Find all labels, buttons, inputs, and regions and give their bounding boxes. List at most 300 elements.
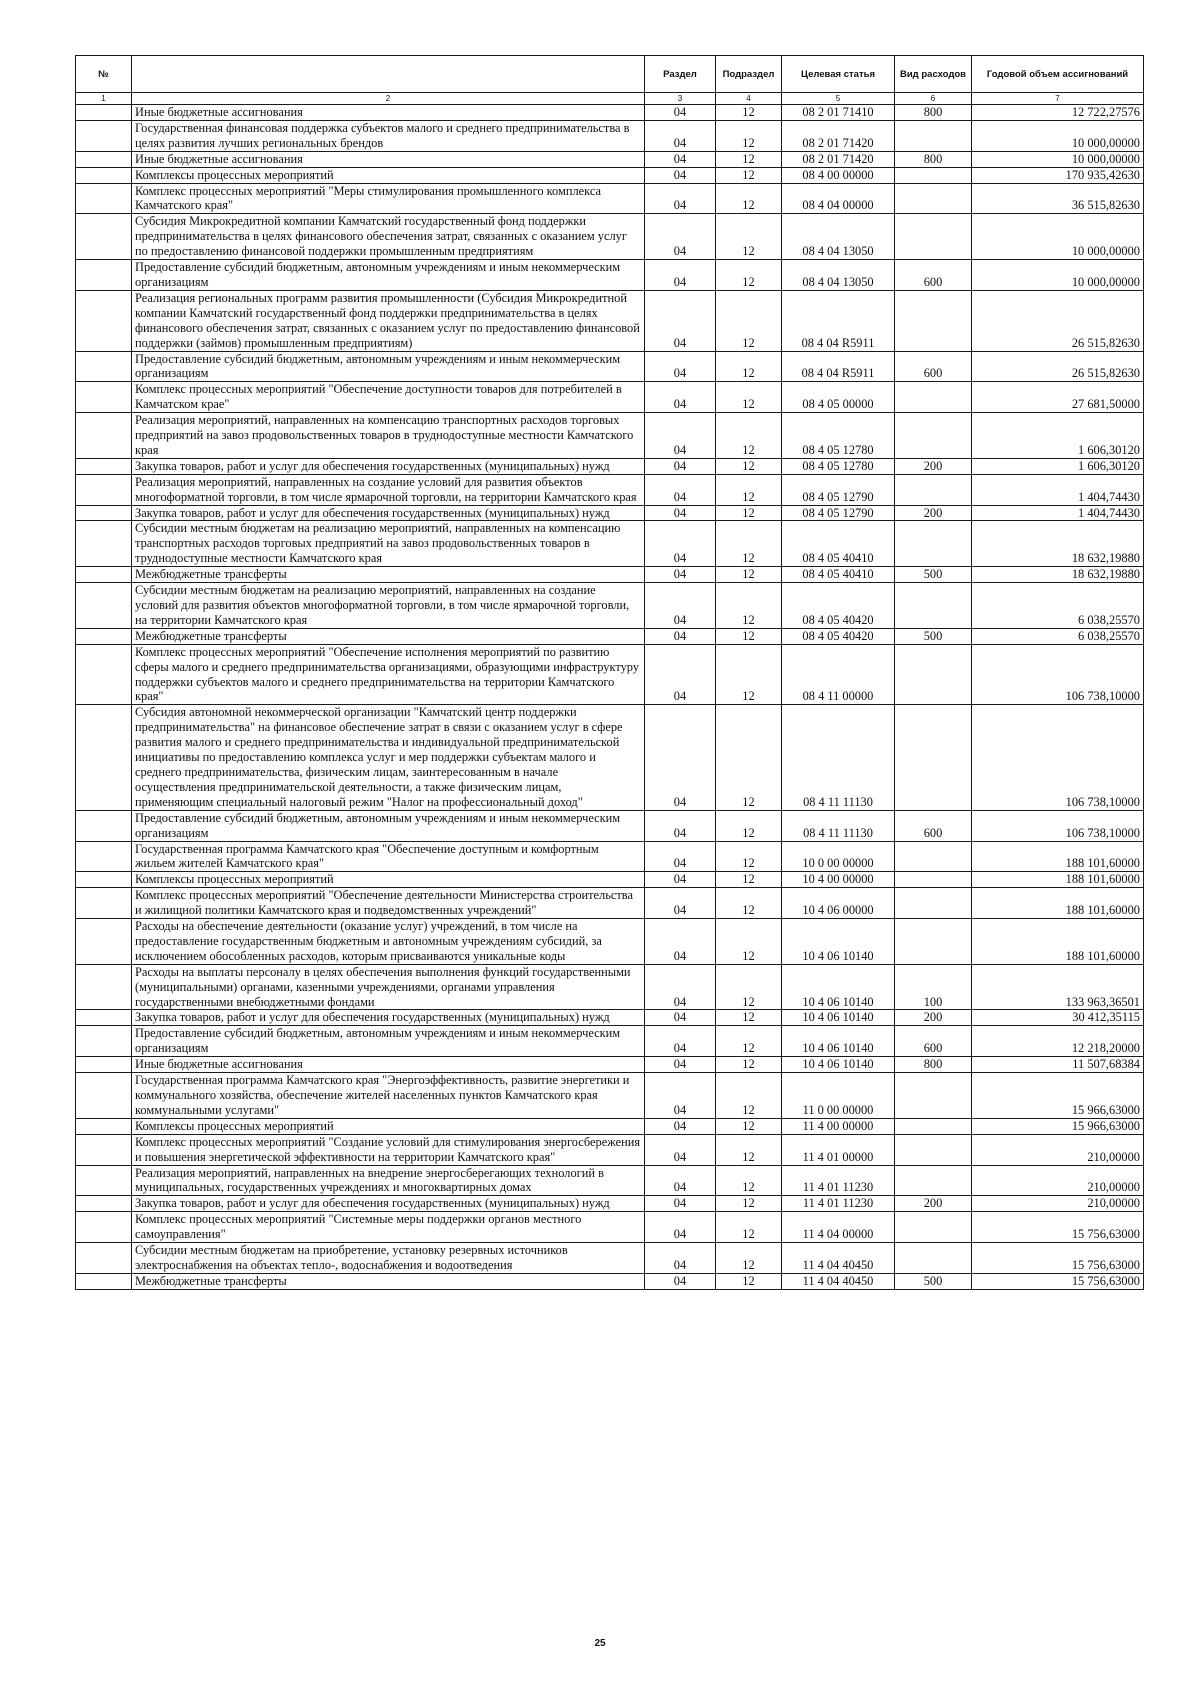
row-number-cell bbox=[76, 964, 132, 1010]
row-kind-cell bbox=[895, 214, 972, 260]
row-amount-cell: 15 756,63000 bbox=[972, 1243, 1144, 1274]
row-subsection-cell: 12 bbox=[716, 1073, 782, 1119]
row-number-cell bbox=[76, 260, 132, 291]
row-subsection-cell: 12 bbox=[716, 1057, 782, 1073]
row-subsection-cell: 12 bbox=[716, 841, 782, 872]
table-row bbox=[76, 1010, 1144, 1026]
budget-table bbox=[75, 55, 1144, 1290]
row-name-cell: Расходы на выплаты персоналу в целях обеспечения выполнения функций государственными (муниципальными) органами, казенными учреждениями, органами управления государственными внебюджетными фондами bbox=[132, 964, 645, 1010]
row-amount-cell: 12 722,27576 bbox=[972, 105, 1144, 121]
row-section-cell: 04 bbox=[645, 583, 716, 629]
row-section-cell: 04 bbox=[645, 458, 716, 474]
row-target-cell: 10 4 06 10140 bbox=[782, 964, 895, 1010]
row-kind-cell bbox=[895, 521, 972, 567]
row-number-cell bbox=[76, 644, 132, 705]
row-name-cell: Комплекс процессных мероприятий "Обеспечение деятельности Министерства строительства и жилищной политики Камчатского края и подведомственных учреждений" bbox=[132, 888, 645, 919]
table-row bbox=[76, 567, 1144, 583]
row-number-cell bbox=[76, 351, 132, 382]
row-name-cell: Иные бюджетные ассигнования bbox=[132, 105, 645, 121]
row-name-cell: Комплекс процессных мероприятий "Обеспечение исполнения мероприятий по развитию сферы малого и среднего предпринимательства организациями, образующими инфраструктуру поддержки субъектов малого и среднего предпринимательства на территории Камчатского края" bbox=[132, 644, 645, 705]
row-target-cell: 10 4 06 10140 bbox=[782, 1057, 895, 1073]
row-number-cell bbox=[76, 521, 132, 567]
row-subsection-cell: 12 bbox=[716, 964, 782, 1010]
row-kind-cell bbox=[895, 872, 972, 888]
row-number-cell bbox=[76, 474, 132, 505]
table-row bbox=[76, 382, 1144, 413]
row-section-cell: 04 bbox=[645, 872, 716, 888]
row-section-cell: 04 bbox=[645, 1134, 716, 1165]
row-amount-cell: 15 756,63000 bbox=[972, 1212, 1144, 1243]
row-section-cell: 04 bbox=[645, 1118, 716, 1134]
row-target-cell: 08 4 11 11130 bbox=[782, 810, 895, 841]
row-number-cell bbox=[76, 183, 132, 214]
row-kind-cell bbox=[895, 1073, 972, 1119]
row-name-cell: Реализация мероприятий, направленных на компенсацию транспортных расходов торговых предприятий на завоз продовольственных товаров в труднодоступные местности Камчатского края bbox=[132, 413, 645, 459]
row-number-cell bbox=[76, 105, 132, 121]
table-row bbox=[76, 105, 1144, 121]
table-row bbox=[76, 1026, 1144, 1057]
table-row bbox=[76, 705, 1144, 810]
col-header-section: Раздел bbox=[645, 56, 716, 93]
row-section-cell: 04 bbox=[645, 964, 716, 1010]
row-number-cell bbox=[76, 382, 132, 413]
column-number: 3 bbox=[645, 93, 716, 105]
row-kind-cell: 500 bbox=[895, 567, 972, 583]
row-target-cell: 08 4 11 11130 bbox=[782, 705, 895, 810]
row-kind-cell: 500 bbox=[895, 1273, 972, 1289]
row-target-cell: 08 4 04 R5911 bbox=[782, 290, 895, 351]
row-subsection-cell: 12 bbox=[716, 810, 782, 841]
row-amount-cell: 188 101,60000 bbox=[972, 888, 1144, 919]
row-target-cell: 08 4 05 40410 bbox=[782, 521, 895, 567]
row-target-cell: 10 4 06 10140 bbox=[782, 1010, 895, 1026]
table-row bbox=[76, 810, 1144, 841]
row-target-cell: 08 4 05 12790 bbox=[782, 474, 895, 505]
table-row bbox=[76, 505, 1144, 521]
table-row bbox=[76, 1073, 1144, 1119]
row-amount-cell: 10 000,00000 bbox=[972, 214, 1144, 260]
row-amount-cell: 6 038,25570 bbox=[972, 583, 1144, 629]
row-target-cell: 08 4 05 40410 bbox=[782, 567, 895, 583]
column-number: 2 bbox=[132, 93, 645, 105]
row-number-cell bbox=[76, 1165, 132, 1196]
row-number-cell bbox=[76, 705, 132, 810]
row-subsection-cell: 12 bbox=[716, 1118, 782, 1134]
row-name-cell: Закупка товаров, работ и услуг для обеспечения государственных (муниципальных) нужд bbox=[132, 458, 645, 474]
row-section-cell: 04 bbox=[645, 413, 716, 459]
row-name-cell: Субсидия Микрокредитной компании Камчатский государственный фонд поддержки предпринимательства в целях финансового обеспечения затрат, связанных с оказанием услуг по предоставлению финансовой поддержки промышленным предприятиям bbox=[132, 214, 645, 260]
col-header-name bbox=[132, 56, 645, 93]
row-subsection-cell: 12 bbox=[716, 872, 782, 888]
row-name-cell: Комплекс процессных мероприятий "Обеспечение доступности товаров для потребителей в Камчатском крае" bbox=[132, 382, 645, 413]
row-section-cell: 04 bbox=[645, 919, 716, 965]
row-name-cell: Иные бюджетные ассигнования bbox=[132, 151, 645, 167]
row-target-cell: 11 4 04 40450 bbox=[782, 1273, 895, 1289]
table-row bbox=[76, 1273, 1144, 1289]
row-number-cell bbox=[76, 458, 132, 474]
table-row bbox=[76, 841, 1144, 872]
row-amount-cell: 18 632,19880 bbox=[972, 567, 1144, 583]
row-amount-cell: 106 738,10000 bbox=[972, 705, 1144, 810]
row-kind-cell bbox=[895, 888, 972, 919]
row-name-cell: Предоставление субсидий бюджетным, автономным учреждениям и иным некоммерческим организациям bbox=[132, 810, 645, 841]
row-kind-cell: 800 bbox=[895, 151, 972, 167]
row-section-cell: 04 bbox=[645, 474, 716, 505]
row-target-cell: 11 4 04 40450 bbox=[782, 1243, 895, 1274]
table-row bbox=[76, 872, 1144, 888]
table-row bbox=[76, 1118, 1144, 1134]
row-section-cell: 04 bbox=[645, 705, 716, 810]
row-target-cell: 10 4 06 10140 bbox=[782, 1026, 895, 1057]
row-kind-cell bbox=[895, 167, 972, 183]
row-number-cell bbox=[76, 1273, 132, 1289]
row-subsection-cell: 12 bbox=[716, 1026, 782, 1057]
table-row bbox=[76, 290, 1144, 351]
row-target-cell: 11 0 00 00000 bbox=[782, 1073, 895, 1119]
table-row bbox=[76, 183, 1144, 214]
row-subsection-cell: 12 bbox=[716, 105, 782, 121]
row-name-cell: Межбюджетные трансферты bbox=[132, 567, 645, 583]
row-amount-cell: 188 101,60000 bbox=[972, 872, 1144, 888]
row-amount-cell: 15 756,63000 bbox=[972, 1273, 1144, 1289]
row-subsection-cell: 12 bbox=[716, 919, 782, 965]
row-amount-cell: 210,00000 bbox=[972, 1134, 1144, 1165]
row-amount-cell: 106 738,10000 bbox=[972, 644, 1144, 705]
row-subsection-cell: 12 bbox=[716, 458, 782, 474]
row-number-cell bbox=[76, 120, 132, 151]
row-name-cell: Предоставление субсидий бюджетным, автономным учреждениям и иным некоммерческим организациям bbox=[132, 351, 645, 382]
table-row bbox=[76, 351, 1144, 382]
row-subsection-cell: 12 bbox=[716, 151, 782, 167]
row-target-cell: 11 4 00 00000 bbox=[782, 1118, 895, 1134]
row-amount-cell: 10 000,00000 bbox=[972, 151, 1144, 167]
row-kind-cell bbox=[895, 474, 972, 505]
row-subsection-cell: 12 bbox=[716, 583, 782, 629]
row-kind-cell: 600 bbox=[895, 260, 972, 291]
row-kind-cell: 600 bbox=[895, 351, 972, 382]
row-number-cell bbox=[76, 810, 132, 841]
row-section-cell: 04 bbox=[645, 1196, 716, 1212]
row-name-cell: Комплексы процессных мероприятий bbox=[132, 872, 645, 888]
row-subsection-cell: 12 bbox=[716, 1212, 782, 1243]
row-kind-cell bbox=[895, 919, 972, 965]
row-number-cell bbox=[76, 413, 132, 459]
row-target-cell: 08 4 05 12790 bbox=[782, 505, 895, 521]
table-row bbox=[76, 521, 1144, 567]
row-amount-cell: 27 681,50000 bbox=[972, 382, 1144, 413]
row-kind-cell: 800 bbox=[895, 1057, 972, 1073]
row-number-cell bbox=[76, 290, 132, 351]
row-name-cell: Комплекс процессных мероприятий "Системные меры поддержки органов местного самоуправления" bbox=[132, 1212, 645, 1243]
row-section-cell: 04 bbox=[645, 888, 716, 919]
row-subsection-cell: 12 bbox=[716, 474, 782, 505]
budget-sheet bbox=[75, 55, 1143, 1290]
table-row bbox=[76, 628, 1144, 644]
row-name-cell: Иные бюджетные ассигнования bbox=[132, 1057, 645, 1073]
row-subsection-cell: 12 bbox=[716, 705, 782, 810]
row-target-cell: 10 4 06 00000 bbox=[782, 888, 895, 919]
row-amount-cell: 188 101,60000 bbox=[972, 919, 1144, 965]
row-target-cell: 08 2 01 71410 bbox=[782, 105, 895, 121]
row-number-cell bbox=[76, 1118, 132, 1134]
row-subsection-cell: 12 bbox=[716, 644, 782, 705]
row-kind-cell: 200 bbox=[895, 505, 972, 521]
row-kind-cell bbox=[895, 1134, 972, 1165]
table-row bbox=[76, 1212, 1144, 1243]
col-header-subsection: Подраздел bbox=[716, 56, 782, 93]
table-row bbox=[76, 964, 1144, 1010]
row-subsection-cell: 12 bbox=[716, 1243, 782, 1274]
row-target-cell: 11 4 01 00000 bbox=[782, 1134, 895, 1165]
row-number-cell bbox=[76, 1026, 132, 1057]
row-section-cell: 04 bbox=[645, 1243, 716, 1274]
row-amount-cell: 26 515,82630 bbox=[972, 290, 1144, 351]
row-section-cell: 04 bbox=[645, 1273, 716, 1289]
row-section-cell: 04 bbox=[645, 521, 716, 567]
page-number: 25 bbox=[594, 1638, 606, 1649]
row-amount-cell: 1 404,74430 bbox=[972, 474, 1144, 505]
row-subsection-cell: 12 bbox=[716, 1196, 782, 1212]
row-name-cell: Межбюджетные трансферты bbox=[132, 1273, 645, 1289]
row-subsection-cell: 12 bbox=[716, 413, 782, 459]
row-section-cell: 04 bbox=[645, 290, 716, 351]
table-row bbox=[76, 413, 1144, 459]
table-row bbox=[76, 888, 1144, 919]
row-kind-cell bbox=[895, 1165, 972, 1196]
row-target-cell: 08 4 05 40420 bbox=[782, 628, 895, 644]
row-subsection-cell: 12 bbox=[716, 567, 782, 583]
row-name-cell: Межбюджетные трансферты bbox=[132, 628, 645, 644]
column-number: 5 bbox=[782, 93, 895, 105]
row-target-cell: 08 4 04 00000 bbox=[782, 183, 895, 214]
row-target-cell: 11 4 01 11230 bbox=[782, 1196, 895, 1212]
row-kind-cell: 200 bbox=[895, 458, 972, 474]
table-body bbox=[76, 105, 1144, 1290]
row-subsection-cell: 12 bbox=[716, 521, 782, 567]
row-target-cell: 10 4 06 10140 bbox=[782, 919, 895, 965]
row-kind-cell: 600 bbox=[895, 1026, 972, 1057]
row-name-cell: Комплекс процессных мероприятий "Создание условий для стимулирования энергосбережения и повышения энергетической эффективности на территории Камчатского края" bbox=[132, 1134, 645, 1165]
row-kind-cell bbox=[895, 120, 972, 151]
row-target-cell: 08 4 04 13050 bbox=[782, 260, 895, 291]
row-name-cell: Комплекс процессных мероприятий "Меры стимулирования промышленного комплекса Камчатского края" bbox=[132, 183, 645, 214]
row-section-cell: 04 bbox=[645, 214, 716, 260]
row-name-cell: Реализация региональных программ развития промышленности (Субсидия Микрокредитной компании Камчатский государственный фонд поддержки предпринимательства в целях финансового обеспечения затрат, связанных с оказанием услуг по предоставлению финансовой поддержки (займов) промышленным предприятиям) bbox=[132, 290, 645, 351]
row-name-cell: Закупка товаров, работ и услуг для обеспечения государственных (муниципальных) нужд bbox=[132, 1196, 645, 1212]
row-section-cell: 04 bbox=[645, 1212, 716, 1243]
row-name-cell: Комплексы процессных мероприятий bbox=[132, 167, 645, 183]
row-kind-cell: 500 bbox=[895, 628, 972, 644]
row-amount-cell: 12 218,20000 bbox=[972, 1026, 1144, 1057]
row-kind-cell bbox=[895, 583, 972, 629]
row-number-cell bbox=[76, 1073, 132, 1119]
row-number-cell bbox=[76, 1243, 132, 1274]
row-amount-cell: 188 101,60000 bbox=[972, 841, 1144, 872]
row-kind-cell bbox=[895, 382, 972, 413]
row-amount-cell: 210,00000 bbox=[972, 1196, 1144, 1212]
table-row bbox=[76, 1134, 1144, 1165]
row-section-cell: 04 bbox=[645, 1010, 716, 1026]
row-number-cell bbox=[76, 841, 132, 872]
row-target-cell: 08 4 04 13050 bbox=[782, 214, 895, 260]
row-section-cell: 04 bbox=[645, 382, 716, 413]
row-kind-cell bbox=[895, 1212, 972, 1243]
row-subsection-cell: 12 bbox=[716, 1165, 782, 1196]
row-amount-cell: 30 412,35115 bbox=[972, 1010, 1144, 1026]
row-name-cell: Государственная программа Камчатского края "Обеспечение доступным и комфортным жильем жителей Камчатского края" bbox=[132, 841, 645, 872]
row-kind-cell bbox=[895, 841, 972, 872]
row-number-cell bbox=[76, 888, 132, 919]
table-row bbox=[76, 260, 1144, 291]
table-row bbox=[76, 474, 1144, 505]
row-target-cell: 08 4 05 00000 bbox=[782, 382, 895, 413]
table-row bbox=[76, 1196, 1144, 1212]
row-section-cell: 04 bbox=[645, 1165, 716, 1196]
row-target-cell: 10 0 00 00000 bbox=[782, 841, 895, 872]
col-header-amount: Годовой объем ассигнований bbox=[972, 56, 1144, 93]
row-target-cell: 08 4 05 12780 bbox=[782, 458, 895, 474]
table-row bbox=[76, 120, 1144, 151]
row-target-cell: 08 4 05 12780 bbox=[782, 413, 895, 459]
row-section-cell: 04 bbox=[645, 351, 716, 382]
row-section-cell: 04 bbox=[645, 628, 716, 644]
row-name-cell: Государственная программа Камчатского края "Энергоэффективность, развитие энергетики и коммунального хозяйства, обеспечение жителей населенных пунктов Камчатского края коммунальными услугами" bbox=[132, 1073, 645, 1119]
row-number-cell bbox=[76, 1134, 132, 1165]
row-name-cell: Закупка товаров, работ и услуг для обеспечения государственных (муниципальных) нужд bbox=[132, 1010, 645, 1026]
row-kind-cell: 100 bbox=[895, 964, 972, 1010]
row-section-cell: 04 bbox=[645, 105, 716, 121]
table-row bbox=[76, 1057, 1144, 1073]
row-subsection-cell: 12 bbox=[716, 351, 782, 382]
row-number-cell bbox=[76, 1212, 132, 1243]
row-number-cell bbox=[76, 919, 132, 965]
row-subsection-cell: 12 bbox=[716, 1273, 782, 1289]
row-kind-cell bbox=[895, 705, 972, 810]
row-target-cell: 08 4 00 00000 bbox=[782, 167, 895, 183]
row-number-cell bbox=[76, 872, 132, 888]
row-name-cell: Предоставление субсидий бюджетным, автономным учреждениям и иным некоммерческим организациям bbox=[132, 260, 645, 291]
table-row bbox=[76, 644, 1144, 705]
row-kind-cell bbox=[895, 1118, 972, 1134]
row-section-cell: 04 bbox=[645, 841, 716, 872]
row-section-cell: 04 bbox=[645, 810, 716, 841]
row-number-cell bbox=[76, 567, 132, 583]
row-amount-cell: 6 038,25570 bbox=[972, 628, 1144, 644]
column-number: 4 bbox=[716, 93, 782, 105]
row-subsection-cell: 12 bbox=[716, 888, 782, 919]
row-name-cell: Комплексы процессных мероприятий bbox=[132, 1118, 645, 1134]
row-subsection-cell: 12 bbox=[716, 628, 782, 644]
table-row bbox=[76, 583, 1144, 629]
col-header-target: Целевая статья bbox=[782, 56, 895, 93]
table-row bbox=[76, 167, 1144, 183]
row-amount-cell: 15 966,63000 bbox=[972, 1118, 1144, 1134]
row-name-cell: Закупка товаров, работ и услуг для обеспечения государственных (муниципальных) нужд bbox=[132, 505, 645, 521]
table-row bbox=[76, 151, 1144, 167]
table-row bbox=[76, 1243, 1144, 1274]
row-target-cell: 08 2 01 71420 bbox=[782, 120, 895, 151]
column-number-row bbox=[76, 93, 1144, 105]
row-amount-cell: 36 515,82630 bbox=[972, 183, 1144, 214]
row-name-cell: Субсидия автономной некоммерческой организации "Камчатский центр поддержки предпринимательства" на финансовое обеспечение затрат в связи с оказанием услуг в сфере развития малого и среднего предпринимательства и индивидуальной предпринимательской инициативы по предоставлению комплекса услуг и мер поддержки субъектам малого и среднего предпринимательства, физическим лицам, заинтересованным в начале осуществления предпринимательской деятельности, а также физическим лицам, применяющим специальный налоговый режим "Налог на профессиональный доход" bbox=[132, 705, 645, 810]
row-subsection-cell: 12 bbox=[716, 382, 782, 413]
row-number-cell bbox=[76, 214, 132, 260]
row-kind-cell bbox=[895, 183, 972, 214]
row-subsection-cell: 12 bbox=[716, 1010, 782, 1026]
row-number-cell bbox=[76, 628, 132, 644]
row-target-cell: 10 4 00 00000 bbox=[782, 872, 895, 888]
row-section-cell: 04 bbox=[645, 644, 716, 705]
column-number: 6 bbox=[895, 93, 972, 105]
row-number-cell bbox=[76, 1196, 132, 1212]
table-row bbox=[76, 919, 1144, 965]
col-header-no: № bbox=[76, 56, 132, 93]
row-amount-cell: 170 935,42630 bbox=[972, 167, 1144, 183]
row-subsection-cell: 12 bbox=[716, 505, 782, 521]
row-amount-cell: 18 632,19880 bbox=[972, 521, 1144, 567]
row-kind-cell bbox=[895, 413, 972, 459]
row-amount-cell: 210,00000 bbox=[972, 1165, 1144, 1196]
row-target-cell: 08 4 04 R5911 bbox=[782, 351, 895, 382]
col-header-kind: Вид расходов bbox=[895, 56, 972, 93]
row-number-cell bbox=[76, 1010, 132, 1026]
row-name-cell: Реализация мероприятий, направленных на внедрение энергосберегающих технологий в муниципальных, государственных учреждениях и многоквартирных домах bbox=[132, 1165, 645, 1196]
row-amount-cell: 1 606,30120 bbox=[972, 413, 1144, 459]
row-name-cell: Реализация мероприятий, направленных на создание условий для развития объектов многоформатной торговли, в том числе ярмарочной торговли, на территории Камчатского края bbox=[132, 474, 645, 505]
row-subsection-cell: 12 bbox=[716, 167, 782, 183]
row-number-cell bbox=[76, 505, 132, 521]
row-section-cell: 04 bbox=[645, 567, 716, 583]
row-subsection-cell: 12 bbox=[716, 183, 782, 214]
row-amount-cell: 1 606,30120 bbox=[972, 458, 1144, 474]
row-kind-cell: 600 bbox=[895, 810, 972, 841]
row-name-cell: Предоставление субсидий бюджетным, автономным учреждениям и иным некоммерческим организациям bbox=[132, 1026, 645, 1057]
row-number-cell bbox=[76, 583, 132, 629]
row-kind-cell bbox=[895, 1243, 972, 1274]
header-row bbox=[76, 56, 1144, 93]
row-number-cell bbox=[76, 151, 132, 167]
row-section-cell: 04 bbox=[645, 1057, 716, 1073]
row-amount-cell: 15 966,63000 bbox=[972, 1073, 1144, 1119]
row-name-cell: Субсидии местным бюджетам на приобретение, установку резервных источников электроснабжения на объектах тепло-, водоснабжения и водоотведения bbox=[132, 1243, 645, 1274]
row-amount-cell: 106 738,10000 bbox=[972, 810, 1144, 841]
row-section-cell: 04 bbox=[645, 505, 716, 521]
row-kind-cell: 800 bbox=[895, 105, 972, 121]
row-subsection-cell: 12 bbox=[716, 290, 782, 351]
row-subsection-cell: 12 bbox=[716, 1134, 782, 1165]
column-number: 7 bbox=[972, 93, 1144, 105]
table-row bbox=[76, 1165, 1144, 1196]
row-section-cell: 04 bbox=[645, 1026, 716, 1057]
row-section-cell: 04 bbox=[645, 167, 716, 183]
row-kind-cell bbox=[895, 644, 972, 705]
table-row bbox=[76, 458, 1144, 474]
row-name-cell: Субсидии местным бюджетам на реализацию мероприятий, направленных на компенсацию транспортных расходов торговых предприятий на завоз продовольственных товаров в труднодоступные местности Камчатского края bbox=[132, 521, 645, 567]
row-name-cell: Расходы на обеспечение деятельности (оказание услуг) учреждений, в том числе на предоставление государственным бюджетным и автономным учреждениям субсидий, за исключением обособленных расходов, которым присваиваются уникальные коды bbox=[132, 919, 645, 965]
row-target-cell: 11 4 04 00000 bbox=[782, 1212, 895, 1243]
row-kind-cell bbox=[895, 290, 972, 351]
row-number-cell bbox=[76, 1057, 132, 1073]
row-target-cell: 08 2 01 71420 bbox=[782, 151, 895, 167]
row-target-cell: 11 4 01 11230 bbox=[782, 1165, 895, 1196]
row-kind-cell: 200 bbox=[895, 1010, 972, 1026]
row-kind-cell: 200 bbox=[895, 1196, 972, 1212]
row-section-cell: 04 bbox=[645, 120, 716, 151]
column-number: 1 bbox=[76, 93, 132, 105]
row-name-cell: Субсидии местным бюджетам на реализацию мероприятий, направленных на создание условий для развития объектов многоформатной торговли, в том числе ярмарочной торговли, на территории Камчатского края bbox=[132, 583, 645, 629]
row-target-cell: 08 4 05 40420 bbox=[782, 583, 895, 629]
row-name-cell: Государственная финансовая поддержка субъектов малого и среднего предпринимательства в целях развития лучших региональных брендов bbox=[132, 120, 645, 151]
